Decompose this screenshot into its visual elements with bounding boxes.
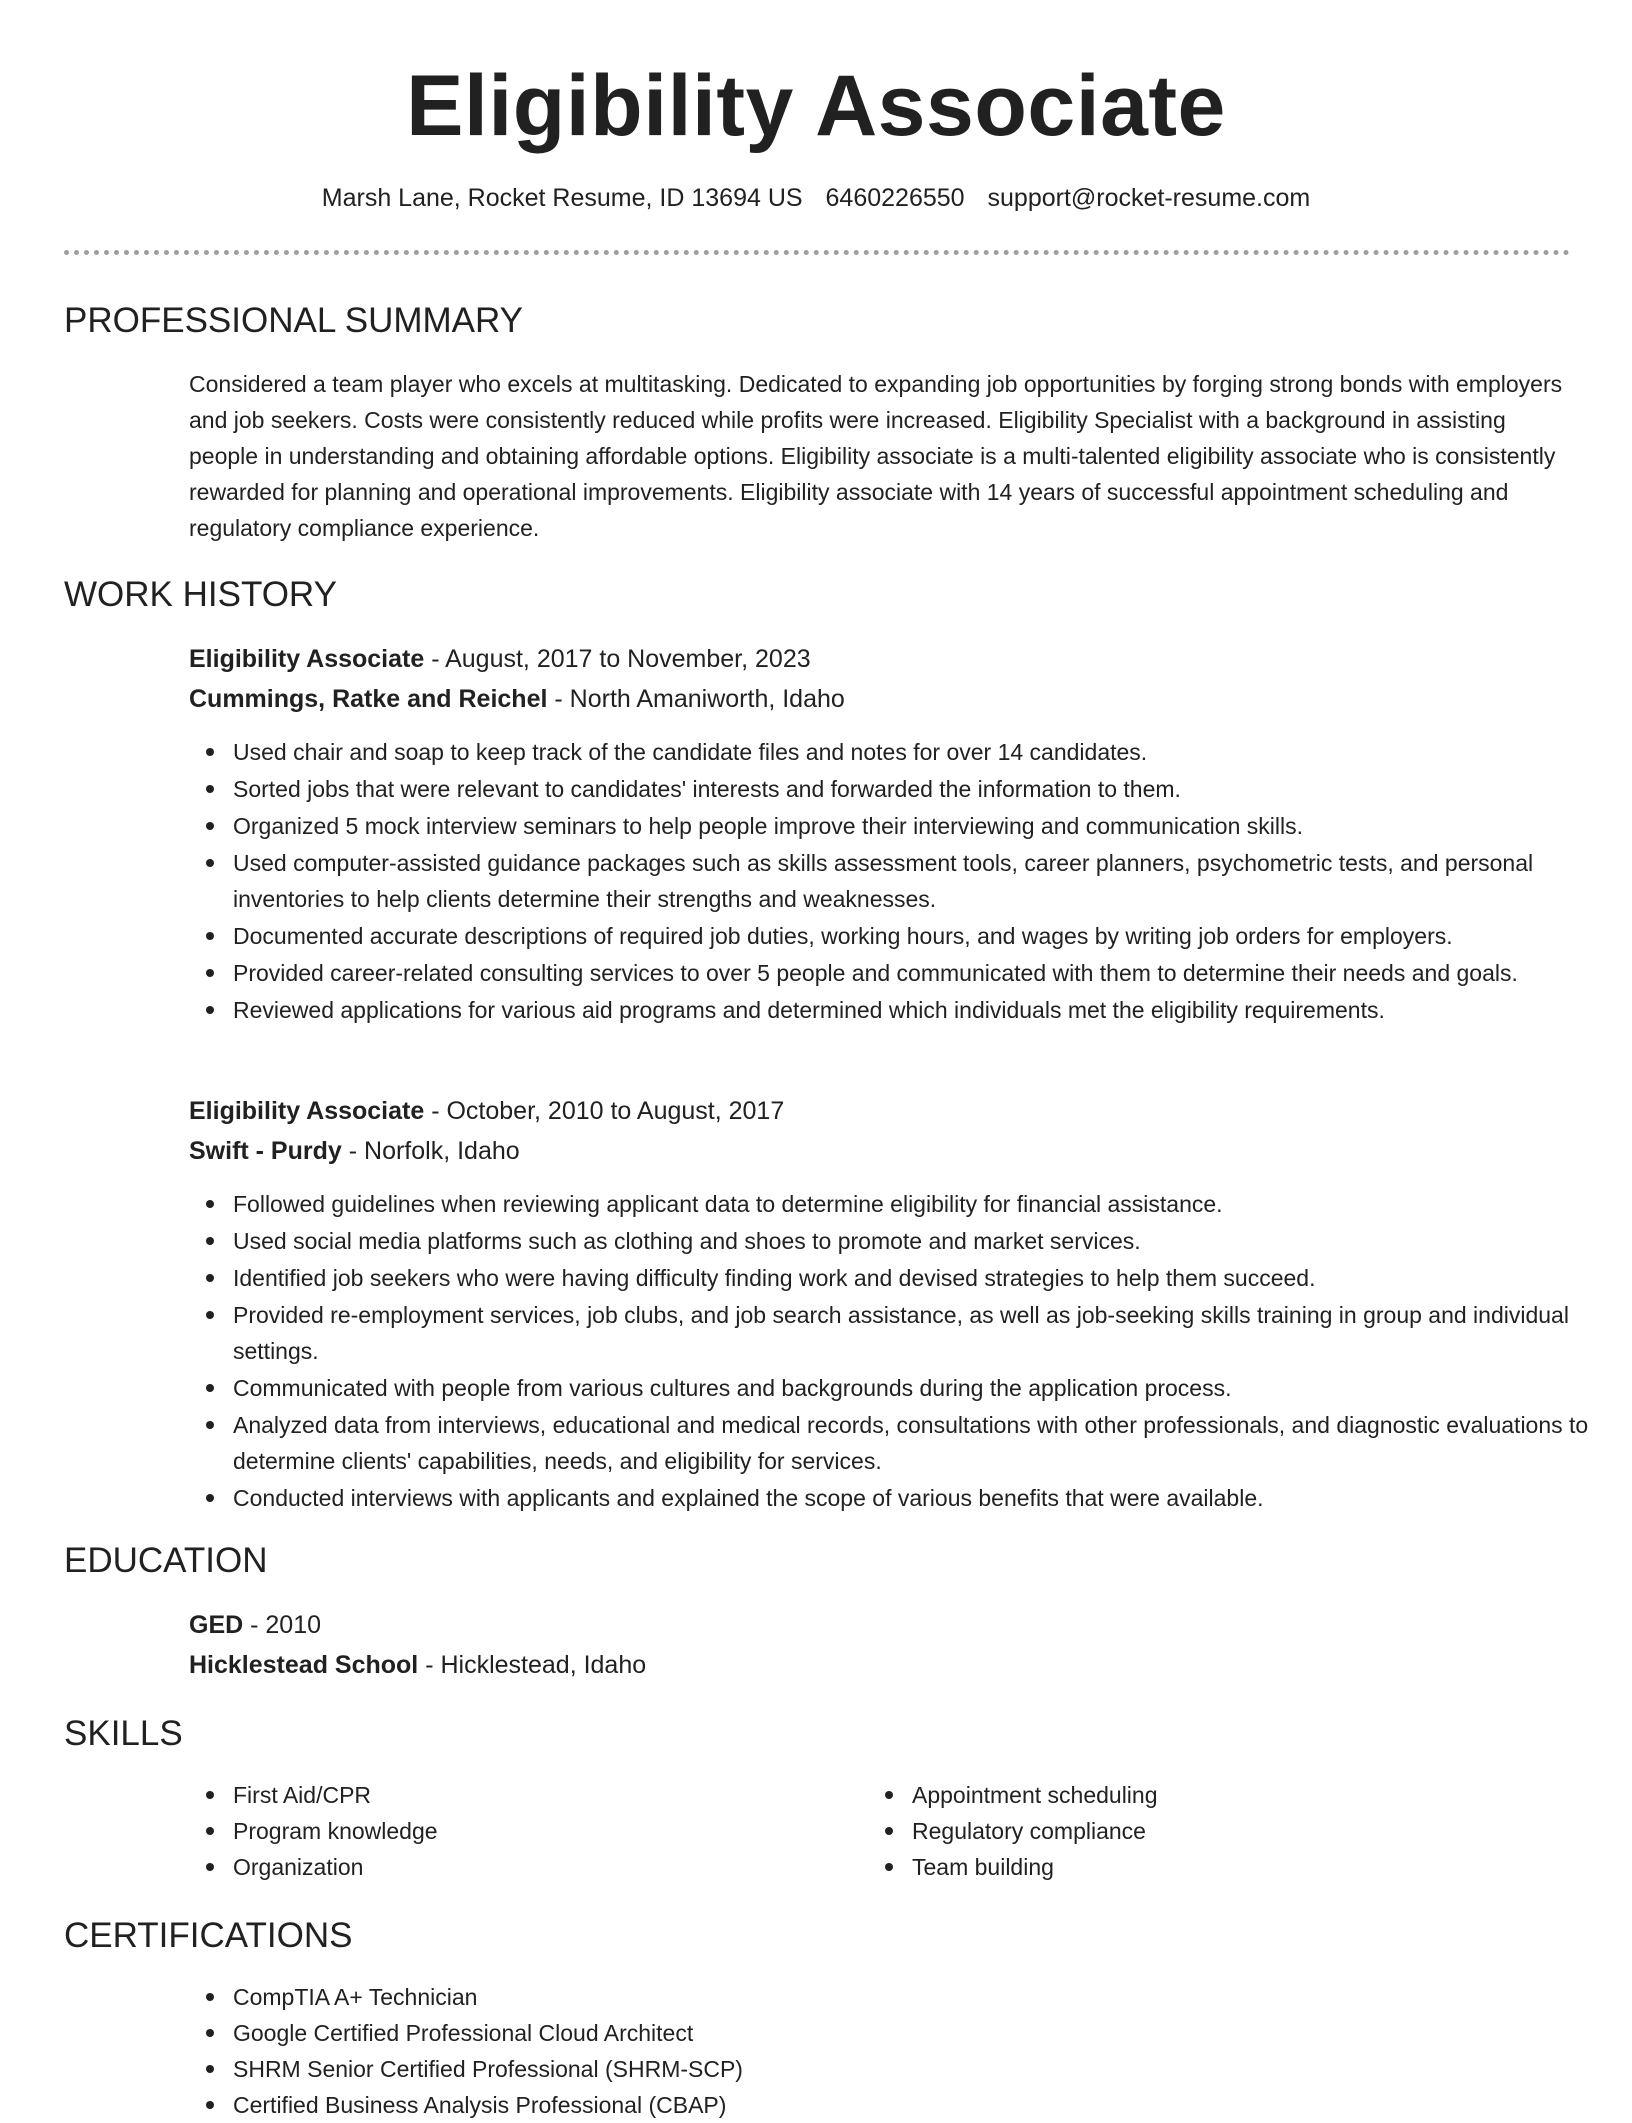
contact-address: Marsh Lane, Rocket Resume, ID 13694 US	[321, 184, 803, 212]
list-item: Provided career-related consulting services to over 5 people and communicated with them to determine their needs and goals.	[233, 955, 1623, 991]
job-2-company-line	[189, 1133, 520, 1169]
certifications-list	[189, 1979, 1433, 2123]
list-item: Documented accurate descriptions of required job duties, working hours, and wages by writing job orders for employers.	[233, 918, 1623, 954]
list-item: Followed guidelines when reviewing applicant data to determine eligibility for financial assistance.	[233, 1186, 1623, 1222]
list-item: Organized 5 mock interview seminars to help people improve their interviewing and communication skills.	[233, 808, 1623, 844]
education-year: - 2010	[243, 1611, 322, 1639]
list-item: Conducted interviews with applicants and explained the scope of various benefits that were available.	[233, 1480, 1623, 1516]
job-2-location: - Norfolk, Idaho	[341, 1137, 520, 1165]
list-item: Reviewed applications for various aid programs and determined which individuals met the eligibility requirements.	[233, 992, 1623, 1028]
list-item: Used chair and soap to keep track of the candidate files and notes for over 14 candidates.	[233, 734, 1623, 770]
work-history-title: WORK HISTORY	[64, 575, 337, 614]
list-item: Communicated with people from various cultures and backgrounds during the application process.	[233, 1370, 1623, 1406]
skills-list-left	[189, 1777, 833, 1885]
list-item: Team building	[912, 1849, 1512, 1885]
job-1-bullets	[189, 734, 1623, 1029]
job-1-header	[189, 641, 811, 677]
contact-phone: 6460226550	[825, 184, 965, 212]
education-title: EDUCATION	[64, 1541, 268, 1580]
education-school-line	[189, 1647, 646, 1683]
list-item: Certified Business Analysis Professional (CBAP)	[233, 2087, 1433, 2123]
job-2-company: Swift - Purdy	[189, 1137, 342, 1165]
resume-name: Eligibility Associate	[406, 58, 1226, 154]
list-item: Sorted jobs that were relevant to candidates' interests and forwarded the information to them.	[233, 771, 1623, 807]
job-2-dates: - October, 2010 to August, 2017	[424, 1097, 785, 1125]
list-item: Regulatory compliance	[912, 1813, 1512, 1849]
skills-list-right	[868, 1777, 1512, 1885]
list-item: CompTIA A+ Technician	[233, 1979, 1433, 2015]
job-2-role: Eligibility Associate	[189, 1097, 425, 1125]
list-item: SHRM Senior Certified Professional (SHRM-SCP)	[233, 2051, 1433, 2087]
job-1-company-line	[189, 681, 845, 717]
list-item: Provided re-employment services, job clubs, and job search assistance, as well as job-seeking skills training in group and individual settings.	[233, 1297, 1623, 1369]
list-item: Analyzed data from interviews, educational and medical records, consultations with other professionals, and diagnostic evaluations to determine clients' capabilities, needs, and eligibility for services.	[233, 1407, 1623, 1479]
skills-title: SKILLS	[64, 1714, 183, 1753]
list-item: Program knowledge	[233, 1813, 833, 1849]
summary-title: PROFESSIONAL SUMMARY	[64, 301, 523, 340]
job-1-company: Cummings, Ratke and Reichel	[189, 685, 548, 713]
job-1-role: Eligibility Associate	[189, 645, 425, 673]
contact-email: support@rocket-resume.com	[987, 184, 1311, 212]
education-school: Hicklestead School	[189, 1651, 419, 1679]
certifications-title: CERTIFICATIONS	[64, 1916, 353, 1955]
list-item: Used computer-assisted guidance packages such as skills assessment tools, career planners, psychometric tests, and personal inventories to help clients determine their strengths and weaknesses.	[233, 845, 1623, 917]
list-item: First Aid/CPR	[233, 1777, 833, 1813]
job-1-location: - North Amaniworth, Idaho	[547, 685, 845, 713]
header-divider	[64, 250, 1570, 255]
education-degree: GED	[189, 1611, 244, 1639]
list-item: Google Certified Professional Cloud Architect	[233, 2015, 1433, 2051]
list-item: Organization	[233, 1849, 833, 1885]
job-1-dates: - August, 2017 to November, 2023	[424, 645, 811, 673]
job-2-bullets	[189, 1186, 1623, 1517]
contact-line	[0, 180, 1632, 216]
education-location: - Hicklestead, Idaho	[418, 1651, 647, 1679]
education-degree-line	[189, 1607, 321, 1643]
list-item: Identified job seekers who were having difficulty finding work and devised strategies to help them succeed.	[233, 1260, 1623, 1296]
job-2-header	[189, 1093, 784, 1129]
summary-text: Considered a team player who excels at multitasking. Dedicated to expanding job opportunities by forging strong bonds with employers and job seekers. Costs were consistently reduced while profits were increased. Eligibility Specialist with a background in assisting people in understanding and obtaining affordable options. Eligibility associate is a multi-talented eligibility associate who is consistently rewarded for planning and operational improvements. Eligibility associate with 14 years of successful appointment scheduling and regulatory compliance experience.	[189, 371, 1563, 541]
list-item: Appointment scheduling	[912, 1777, 1512, 1813]
list-item: Used social media platforms such as clothing and shoes to promote and market services.	[233, 1223, 1623, 1259]
